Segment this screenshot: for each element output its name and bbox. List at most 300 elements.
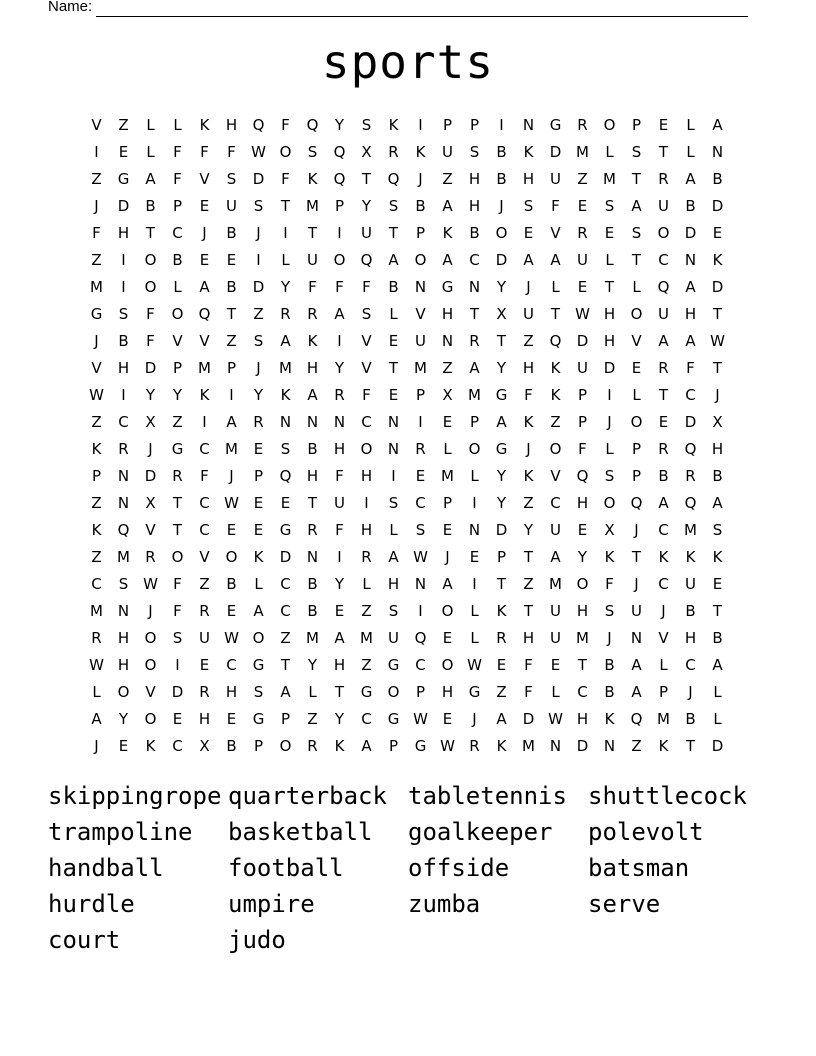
grid-letter: H <box>603 332 616 350</box>
grid-letter: E <box>388 332 399 350</box>
grid-row <box>83 193 733 220</box>
grid-letter: E <box>658 116 669 134</box>
grid-letter: J <box>607 629 612 647</box>
word-list-item: umpire <box>228 890 315 918</box>
grid-letter: A <box>496 413 507 431</box>
grid-letter: Z <box>118 116 129 134</box>
word-list-item: shuttlecock <box>588 782 747 810</box>
grid-letter: Q <box>387 170 400 188</box>
grid-letter: T <box>361 170 372 188</box>
grid-letter: L <box>605 440 614 458</box>
grid-letter: P <box>415 683 426 701</box>
grid-row <box>83 355 733 382</box>
grid-letter: D <box>495 521 508 539</box>
grid-letter: J <box>472 710 477 728</box>
grid-row <box>83 436 733 463</box>
grid-letter: O <box>657 224 670 242</box>
grid-letter: K <box>685 548 696 566</box>
grid-letter: G <box>495 440 508 458</box>
grid-letter: P <box>388 737 399 755</box>
grid-letter: D <box>495 251 508 269</box>
grid-letter: B <box>388 278 399 296</box>
grid-letter: H <box>387 575 400 593</box>
grid-letter: Q <box>576 467 589 485</box>
grid-row <box>83 706 733 733</box>
grid-letter: T <box>469 305 480 323</box>
grid-letter: O <box>360 440 373 458</box>
grid-letter: Y <box>496 359 507 377</box>
grid-letter: L <box>308 683 317 701</box>
grid-letter: Y <box>118 710 129 728</box>
grid-letter: I <box>472 494 477 512</box>
grid-letter: R <box>496 629 507 647</box>
grid-letter: W <box>413 710 428 728</box>
grid-letter: Z <box>550 413 561 431</box>
grid-letter: U <box>388 629 399 647</box>
grid-letter: F <box>335 467 344 485</box>
grid-letter: B <box>307 602 318 620</box>
grid-letter: E <box>712 224 723 242</box>
grid-letter: M <box>117 548 130 566</box>
grid-letter: K <box>523 413 534 431</box>
grid-letter: R <box>658 170 669 188</box>
grid-letter: D <box>711 197 724 215</box>
grid-letter: V <box>91 116 102 134</box>
name-underline <box>96 1 748 17</box>
grid-letter: N <box>279 413 292 431</box>
grid-letter: H <box>360 521 373 539</box>
grid-letter: J <box>634 575 639 593</box>
grid-letter: K <box>388 116 399 134</box>
grid-letter: E <box>577 278 588 296</box>
grid-letter: M <box>306 629 319 647</box>
grid-letter: G <box>495 386 508 404</box>
grid-letter: J <box>688 683 693 701</box>
grid-letter: S <box>604 467 615 485</box>
grid-letter: G <box>549 116 562 134</box>
grid-letter: F <box>308 278 317 296</box>
grid-letter: Y <box>334 116 345 134</box>
grid-letter: T <box>172 494 183 512</box>
grid-letter: T <box>307 494 318 512</box>
grid-letter: M <box>279 359 292 377</box>
grid-letter: J <box>499 197 504 215</box>
grid-letter: M <box>414 359 427 377</box>
grid-letter: E <box>280 494 291 512</box>
grid-letter: V <box>658 629 669 647</box>
grid-letter: D <box>252 278 265 296</box>
grid-letter: E <box>226 521 237 539</box>
grid-letter: H <box>576 602 589 620</box>
grid-letter: E <box>388 386 399 404</box>
grid-letter: E <box>577 197 588 215</box>
grid-letter: P <box>577 413 588 431</box>
grid-row <box>83 598 733 625</box>
grid-letter: U <box>658 197 669 215</box>
name-field <box>48 0 748 17</box>
grid-letter: L <box>470 629 479 647</box>
grid-letter: N <box>333 413 346 431</box>
grid-letter: B <box>712 170 723 188</box>
grid-letter: F <box>173 602 182 620</box>
grid-letter: A <box>442 197 453 215</box>
grid-letter: H <box>522 629 535 647</box>
grid-letter: P <box>172 359 183 377</box>
word-list-item: quarterback <box>228 782 387 810</box>
grid-letter: N <box>414 278 427 296</box>
grid-letter: H <box>117 629 130 647</box>
grid-letter: E <box>118 143 129 161</box>
grid-letter: J <box>526 278 531 296</box>
grid-letter: T <box>496 575 507 593</box>
grid-letter: D <box>603 359 616 377</box>
grid-letter: E <box>253 521 264 539</box>
grid-letter: S <box>523 197 534 215</box>
grid-letter: A <box>631 656 642 674</box>
grid-letter: C <box>685 386 696 404</box>
grid-letter: T <box>172 521 183 539</box>
grid-row <box>83 247 733 274</box>
grid-letter: A <box>145 170 156 188</box>
grid-letter: T <box>550 305 561 323</box>
grid-letter: K <box>334 737 345 755</box>
grid-letter: T <box>631 251 642 269</box>
grid-letter: W <box>413 548 428 566</box>
grid-letter: H <box>117 224 130 242</box>
grid-letter: A <box>685 278 696 296</box>
grid-letter: A <box>442 251 453 269</box>
grid-letter: Y <box>334 359 345 377</box>
grid-letter: N <box>414 575 427 593</box>
word-search-grid <box>83 112 733 760</box>
grid-letter: L <box>605 143 614 161</box>
grid-letter: E <box>550 656 561 674</box>
grid-letter: Q <box>252 116 265 134</box>
grid-letter: C <box>199 440 210 458</box>
grid-letter: E <box>172 710 183 728</box>
grid-letter: F <box>578 440 587 458</box>
grid-letter: E <box>415 467 426 485</box>
grid-letter: H <box>360 467 373 485</box>
grid-letter: A <box>442 575 453 593</box>
grid-letter: V <box>361 332 372 350</box>
grid-letter: H <box>522 170 535 188</box>
grid-letter: Z <box>226 332 237 350</box>
grid-letter: F <box>524 683 533 701</box>
grid-letter: B <box>172 251 183 269</box>
grid-row <box>83 382 733 409</box>
grid-letter: E <box>253 440 264 458</box>
grid-letter: L <box>92 683 101 701</box>
grid-letter: W <box>575 305 590 323</box>
grid-letter: Y <box>307 656 318 674</box>
grid-letter: I <box>337 224 342 242</box>
grid-letter: C <box>280 602 291 620</box>
word-list <box>48 780 788 960</box>
grid-letter: N <box>117 602 130 620</box>
grid-letter: L <box>254 575 263 593</box>
grid-row <box>83 409 733 436</box>
grid-letter: P <box>631 440 642 458</box>
grid-letter: T <box>523 548 534 566</box>
grid-letter: I <box>391 467 396 485</box>
grid-letter: T <box>685 737 696 755</box>
grid-letter: C <box>361 710 372 728</box>
grid-letter: A <box>712 656 723 674</box>
grid-letter: R <box>118 440 129 458</box>
grid-letter: G <box>468 683 481 701</box>
grid-letter: N <box>684 251 697 269</box>
grid-letter: Z <box>91 170 102 188</box>
grid-letter: T <box>712 602 723 620</box>
grid-letter: I <box>256 251 261 269</box>
grid-letter: Q <box>117 521 130 539</box>
grid-letter: R <box>361 548 372 566</box>
grid-letter: B <box>226 575 237 593</box>
grid-row <box>83 220 733 247</box>
grid-letter: D <box>279 548 292 566</box>
grid-letter: L <box>632 386 641 404</box>
grid-letter: B <box>604 683 615 701</box>
grid-letter: N <box>468 521 481 539</box>
grid-letter: S <box>253 683 264 701</box>
grid-letter: E <box>226 710 237 728</box>
grid-letter: F <box>200 143 209 161</box>
grid-letter: C <box>91 575 102 593</box>
grid-letter: T <box>226 305 237 323</box>
grid-letter: L <box>443 440 452 458</box>
grid-letter: Z <box>442 170 453 188</box>
grid-letter: K <box>550 386 561 404</box>
grid-letter: N <box>630 629 643 647</box>
grid-letter: S <box>631 224 642 242</box>
word-list-item: hurdle <box>48 890 135 918</box>
grid-letter: J <box>202 224 207 242</box>
grid-letter: G <box>387 710 400 728</box>
grid-letter: O <box>144 656 157 674</box>
grid-letter: M <box>522 737 535 755</box>
grid-letter: J <box>445 548 450 566</box>
grid-letter: H <box>576 494 589 512</box>
grid-letter: A <box>685 332 696 350</box>
grid-letter: K <box>496 737 507 755</box>
grid-letter: F <box>362 386 371 404</box>
grid-letter: R <box>172 467 183 485</box>
grid-letter: A <box>469 359 480 377</box>
grid-letter: U <box>523 305 534 323</box>
grid-letter: T <box>577 656 588 674</box>
grid-letter: Q <box>630 494 643 512</box>
grid-letter: O <box>441 656 454 674</box>
grid-letter: E <box>253 494 264 512</box>
grid-letter: R <box>91 629 102 647</box>
grid-letter: I <box>337 548 342 566</box>
grid-letter: S <box>280 440 291 458</box>
grid-letter: G <box>279 521 292 539</box>
grid-letter: R <box>280 305 291 323</box>
grid-letter: D <box>171 683 184 701</box>
grid-letter: G <box>252 656 265 674</box>
grid-letter: E <box>442 413 453 431</box>
grid-letter: H <box>711 440 724 458</box>
grid-letter: G <box>360 683 373 701</box>
grid-letter: H <box>225 683 238 701</box>
grid-letter: W <box>89 386 104 404</box>
grid-letter: H <box>468 197 481 215</box>
grid-letter: D <box>252 170 265 188</box>
grid-letter: V <box>145 683 156 701</box>
grid-letter: S <box>388 602 399 620</box>
grid-letter: E <box>226 602 237 620</box>
grid-letter: H <box>603 305 616 323</box>
grid-letter: A <box>550 251 561 269</box>
grid-letter: A <box>226 413 237 431</box>
grid-letter: S <box>118 575 129 593</box>
grid-letter: E <box>199 251 210 269</box>
grid-letter: T <box>388 359 399 377</box>
grid-letter: I <box>499 116 504 134</box>
grid-letter: B <box>658 467 669 485</box>
grid-letter: S <box>712 521 723 539</box>
grid-letter: J <box>94 737 99 755</box>
grid-letter: B <box>469 224 480 242</box>
grid-letter: V <box>199 548 210 566</box>
grid-letter: E <box>496 656 507 674</box>
grid-letter: R <box>307 737 318 755</box>
grid-letter: K <box>253 548 264 566</box>
grid-letter: F <box>281 170 290 188</box>
grid-letter: L <box>713 710 722 728</box>
grid-letter: M <box>684 521 697 539</box>
grid-letter: I <box>121 386 126 404</box>
grid-letter: R <box>145 548 156 566</box>
grid-letter: S <box>604 602 615 620</box>
grid-letter: E <box>442 629 453 647</box>
grid-letter: N <box>603 737 616 755</box>
grid-letter: Q <box>684 440 697 458</box>
grid-letter: H <box>117 656 130 674</box>
grid-letter: K <box>523 467 534 485</box>
grid-letter: C <box>199 521 210 539</box>
grid-letter: J <box>607 413 612 431</box>
grid-letter: N <box>387 440 400 458</box>
grid-letter: F <box>146 332 155 350</box>
grid-letter: D <box>522 710 535 728</box>
grid-letter: P <box>415 386 426 404</box>
grid-letter: Q <box>333 170 346 188</box>
grid-letter: X <box>199 737 210 755</box>
grid-letter: J <box>715 386 720 404</box>
grid-letter: A <box>496 710 507 728</box>
grid-letter: T <box>334 683 345 701</box>
grid-letter: K <box>496 602 507 620</box>
grid-letter: C <box>280 575 291 593</box>
grid-letter: T <box>280 197 291 215</box>
grid-letter: J <box>634 521 639 539</box>
grid-letter: R <box>415 440 426 458</box>
grid-letter: U <box>307 251 318 269</box>
grid-letter: O <box>333 251 346 269</box>
grid-letter: P <box>253 737 264 755</box>
grid-letter: F <box>362 278 371 296</box>
grid-letter: S <box>361 305 372 323</box>
grid-letter: B <box>685 197 696 215</box>
grid-letter: Q <box>333 143 346 161</box>
grid-letter: C <box>361 413 372 431</box>
grid-letter: B <box>685 602 696 620</box>
grid-letter: J <box>256 359 261 377</box>
grid-letter: P <box>496 548 507 566</box>
grid-letter: R <box>253 413 264 431</box>
grid-letter: O <box>171 305 184 323</box>
word-list-item: handball <box>48 854 164 882</box>
grid-letter: L <box>551 278 560 296</box>
grid-letter: A <box>523 251 534 269</box>
grid-letter: T <box>631 548 642 566</box>
grid-letter: P <box>469 116 480 134</box>
grid-letter: J <box>256 224 261 242</box>
grid-letter: T <box>631 170 642 188</box>
grid-letter: X <box>604 521 615 539</box>
grid-letter: I <box>418 413 423 431</box>
page-title: sports <box>321 35 495 89</box>
grid-row <box>83 139 733 166</box>
grid-letter: K <box>307 170 318 188</box>
grid-letter: N <box>117 494 130 512</box>
grid-letter: Y <box>523 521 534 539</box>
grid-letter: U <box>550 602 561 620</box>
grid-letter: F <box>335 278 344 296</box>
grid-letter: C <box>226 656 237 674</box>
grid-letter: H <box>117 359 130 377</box>
grid-letter: G <box>117 170 130 188</box>
grid-letter: V <box>550 467 561 485</box>
grid-letter: M <box>225 440 238 458</box>
grid-row <box>83 166 733 193</box>
grid-letter: M <box>576 629 589 647</box>
grid-row <box>83 274 733 301</box>
grid-row <box>83 571 733 598</box>
grid-letter: S <box>631 143 642 161</box>
grid-letter: I <box>229 386 234 404</box>
grid-letter: J <box>418 170 423 188</box>
grid-letter: C <box>172 737 183 755</box>
grid-letter: K <box>145 737 156 755</box>
grid-letter: O <box>495 224 508 242</box>
grid-letter: O <box>603 494 616 512</box>
grid-letter: I <box>121 251 126 269</box>
grid-letter: I <box>283 224 288 242</box>
grid-letter: R <box>307 521 318 539</box>
grid-letter: K <box>658 548 669 566</box>
grid-letter: S <box>469 143 480 161</box>
grid-letter: P <box>280 710 291 728</box>
grid-letter: X <box>145 413 156 431</box>
grid-letter: Y <box>280 278 291 296</box>
grid-letter: E <box>712 575 723 593</box>
grid-letter: K <box>550 359 561 377</box>
grid-letter: O <box>144 629 157 647</box>
grid-letter: Q <box>360 251 373 269</box>
grid-letter: O <box>279 143 292 161</box>
grid-letter: M <box>657 710 670 728</box>
grid-letter: Y <box>496 467 507 485</box>
grid-letter: M <box>360 629 373 647</box>
grid-letter: D <box>144 359 157 377</box>
word-list-item: skippingrope <box>48 782 222 810</box>
grid-letter: O <box>414 251 427 269</box>
grid-letter: A <box>712 116 723 134</box>
